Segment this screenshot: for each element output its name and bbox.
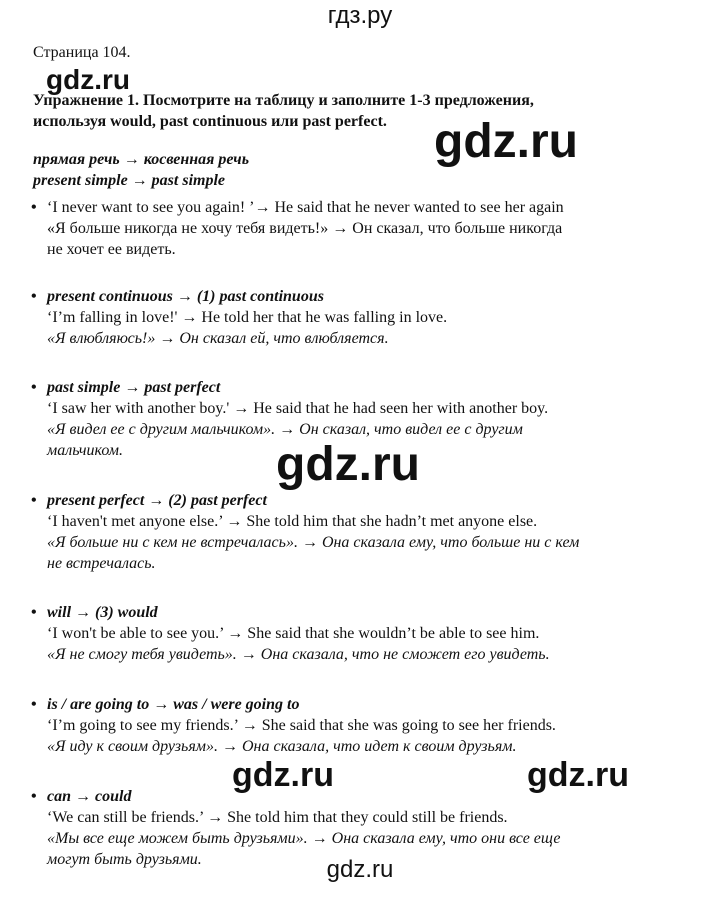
example-ru-line: «Мы все еще можем быть друзьями». → Она сказала ему, что они все еще bbox=[47, 830, 561, 847]
example-ru-line: мальчиком. bbox=[47, 442, 123, 459]
site-logo-header: гдз.ру bbox=[327, 2, 393, 29]
rule-title-text: is / are going to → was / were going to bbox=[47, 696, 300, 713]
exercise-title bbox=[33, 90, 633, 132]
example-ru-line: «Я влюбляюсь!» → Он сказал ей, что влюбляется. bbox=[47, 330, 389, 347]
exercise-title-line: Упражнение 1. Посмотрите на таблицу и заполните 1-3 предложения, bbox=[33, 92, 534, 109]
example-ru-line: «Я иду к своим друзьям». → Она сказала, что идет к своим друзьям. bbox=[47, 738, 517, 755]
example-en: ‘We can still be friends.’ → She told him that they could still be friends. bbox=[47, 809, 508, 826]
rule-title-text: can → could bbox=[47, 788, 132, 805]
example-ru-line: «Я больше ни с кем не встречалась». → Она сказала ему, что больше ни с кем bbox=[47, 534, 580, 551]
example-ru-line: «Я не смогу тебя увидеть». → Она сказала, что не сможет его увидеть. bbox=[47, 646, 550, 663]
bullet: • bbox=[31, 288, 37, 305]
example-en bbox=[31, 197, 691, 218]
rule-title bbox=[31, 602, 691, 623]
rule-title bbox=[31, 377, 691, 398]
rule-section bbox=[31, 197, 691, 260]
bullet: • bbox=[31, 199, 37, 216]
watermark: gdz.ru bbox=[46, 64, 130, 95]
rule-section bbox=[31, 694, 691, 757]
bullet: • bbox=[31, 788, 37, 805]
bullet: • bbox=[31, 379, 37, 396]
rule-title-text: past simple → past perfect bbox=[47, 379, 221, 396]
rule-title-text: will → (3) would bbox=[47, 604, 158, 621]
rule-head: прямая речь → косвенная речь bbox=[33, 151, 249, 168]
example-en: ‘I’m going to see my friends.’ → She said that she was going to see her friends. bbox=[47, 717, 556, 734]
rule-title-text: present continuous → (1) past continuous bbox=[47, 288, 324, 305]
rule-section bbox=[31, 286, 691, 349]
rule-head: present simple → past simple bbox=[33, 172, 225, 189]
rule-title bbox=[31, 490, 691, 511]
example-en: ‘I haven't met anyone else.’ → She told him that she hadn’t met anyone else. bbox=[47, 513, 538, 530]
example-ru-line: «Я больше никогда не хочу тебя видеть!» → Он сказал, что больше никогда bbox=[47, 220, 563, 237]
rule-title bbox=[31, 694, 691, 715]
rule-section bbox=[31, 490, 691, 574]
bullet: • bbox=[31, 492, 37, 509]
bullet: • bbox=[31, 604, 37, 621]
rule-section bbox=[31, 602, 691, 665]
watermark: gdz.ru bbox=[434, 115, 578, 168]
watermark: gdz.ru bbox=[232, 756, 334, 794]
watermark: gdz.ru bbox=[276, 438, 420, 491]
example-en: ‘I’m falling in love!' → He told her that he was falling in love. bbox=[47, 309, 448, 326]
rule-title-text: present perfect → (2) past perfect bbox=[47, 492, 267, 509]
page-label: Страница 104. bbox=[33, 44, 131, 61]
example-ru-line: могут быть друзьями. bbox=[47, 851, 202, 868]
exercise-title-line: используя would, past continuous или past perfect. bbox=[33, 113, 387, 130]
example-ru-line: не встречалась. bbox=[47, 555, 156, 572]
example-ru-line: не хочет ее видеть. bbox=[47, 241, 176, 258]
example-en: ‘I won't be able to see you.’ → She said that she wouldn’t be able to see him. bbox=[47, 625, 540, 642]
rule-title bbox=[31, 286, 691, 307]
rule-section bbox=[31, 377, 691, 461]
example-ru-line: «Я видел ее с другим мальчиком». → Он сказал, что видел ее с другим bbox=[47, 421, 523, 438]
example-en: ‘I saw her with another boy.' → He said that he had seen her with another boy. bbox=[47, 400, 549, 417]
site-logo-footer: gdz.ru bbox=[326, 856, 394, 883]
bullet: • bbox=[31, 696, 37, 713]
rule-title bbox=[31, 786, 691, 807]
example-en-text: ‘I never want to see you again! ’→ He said that he never wanted to see her again bbox=[47, 199, 564, 216]
watermark: gdz.ru bbox=[527, 756, 629, 794]
